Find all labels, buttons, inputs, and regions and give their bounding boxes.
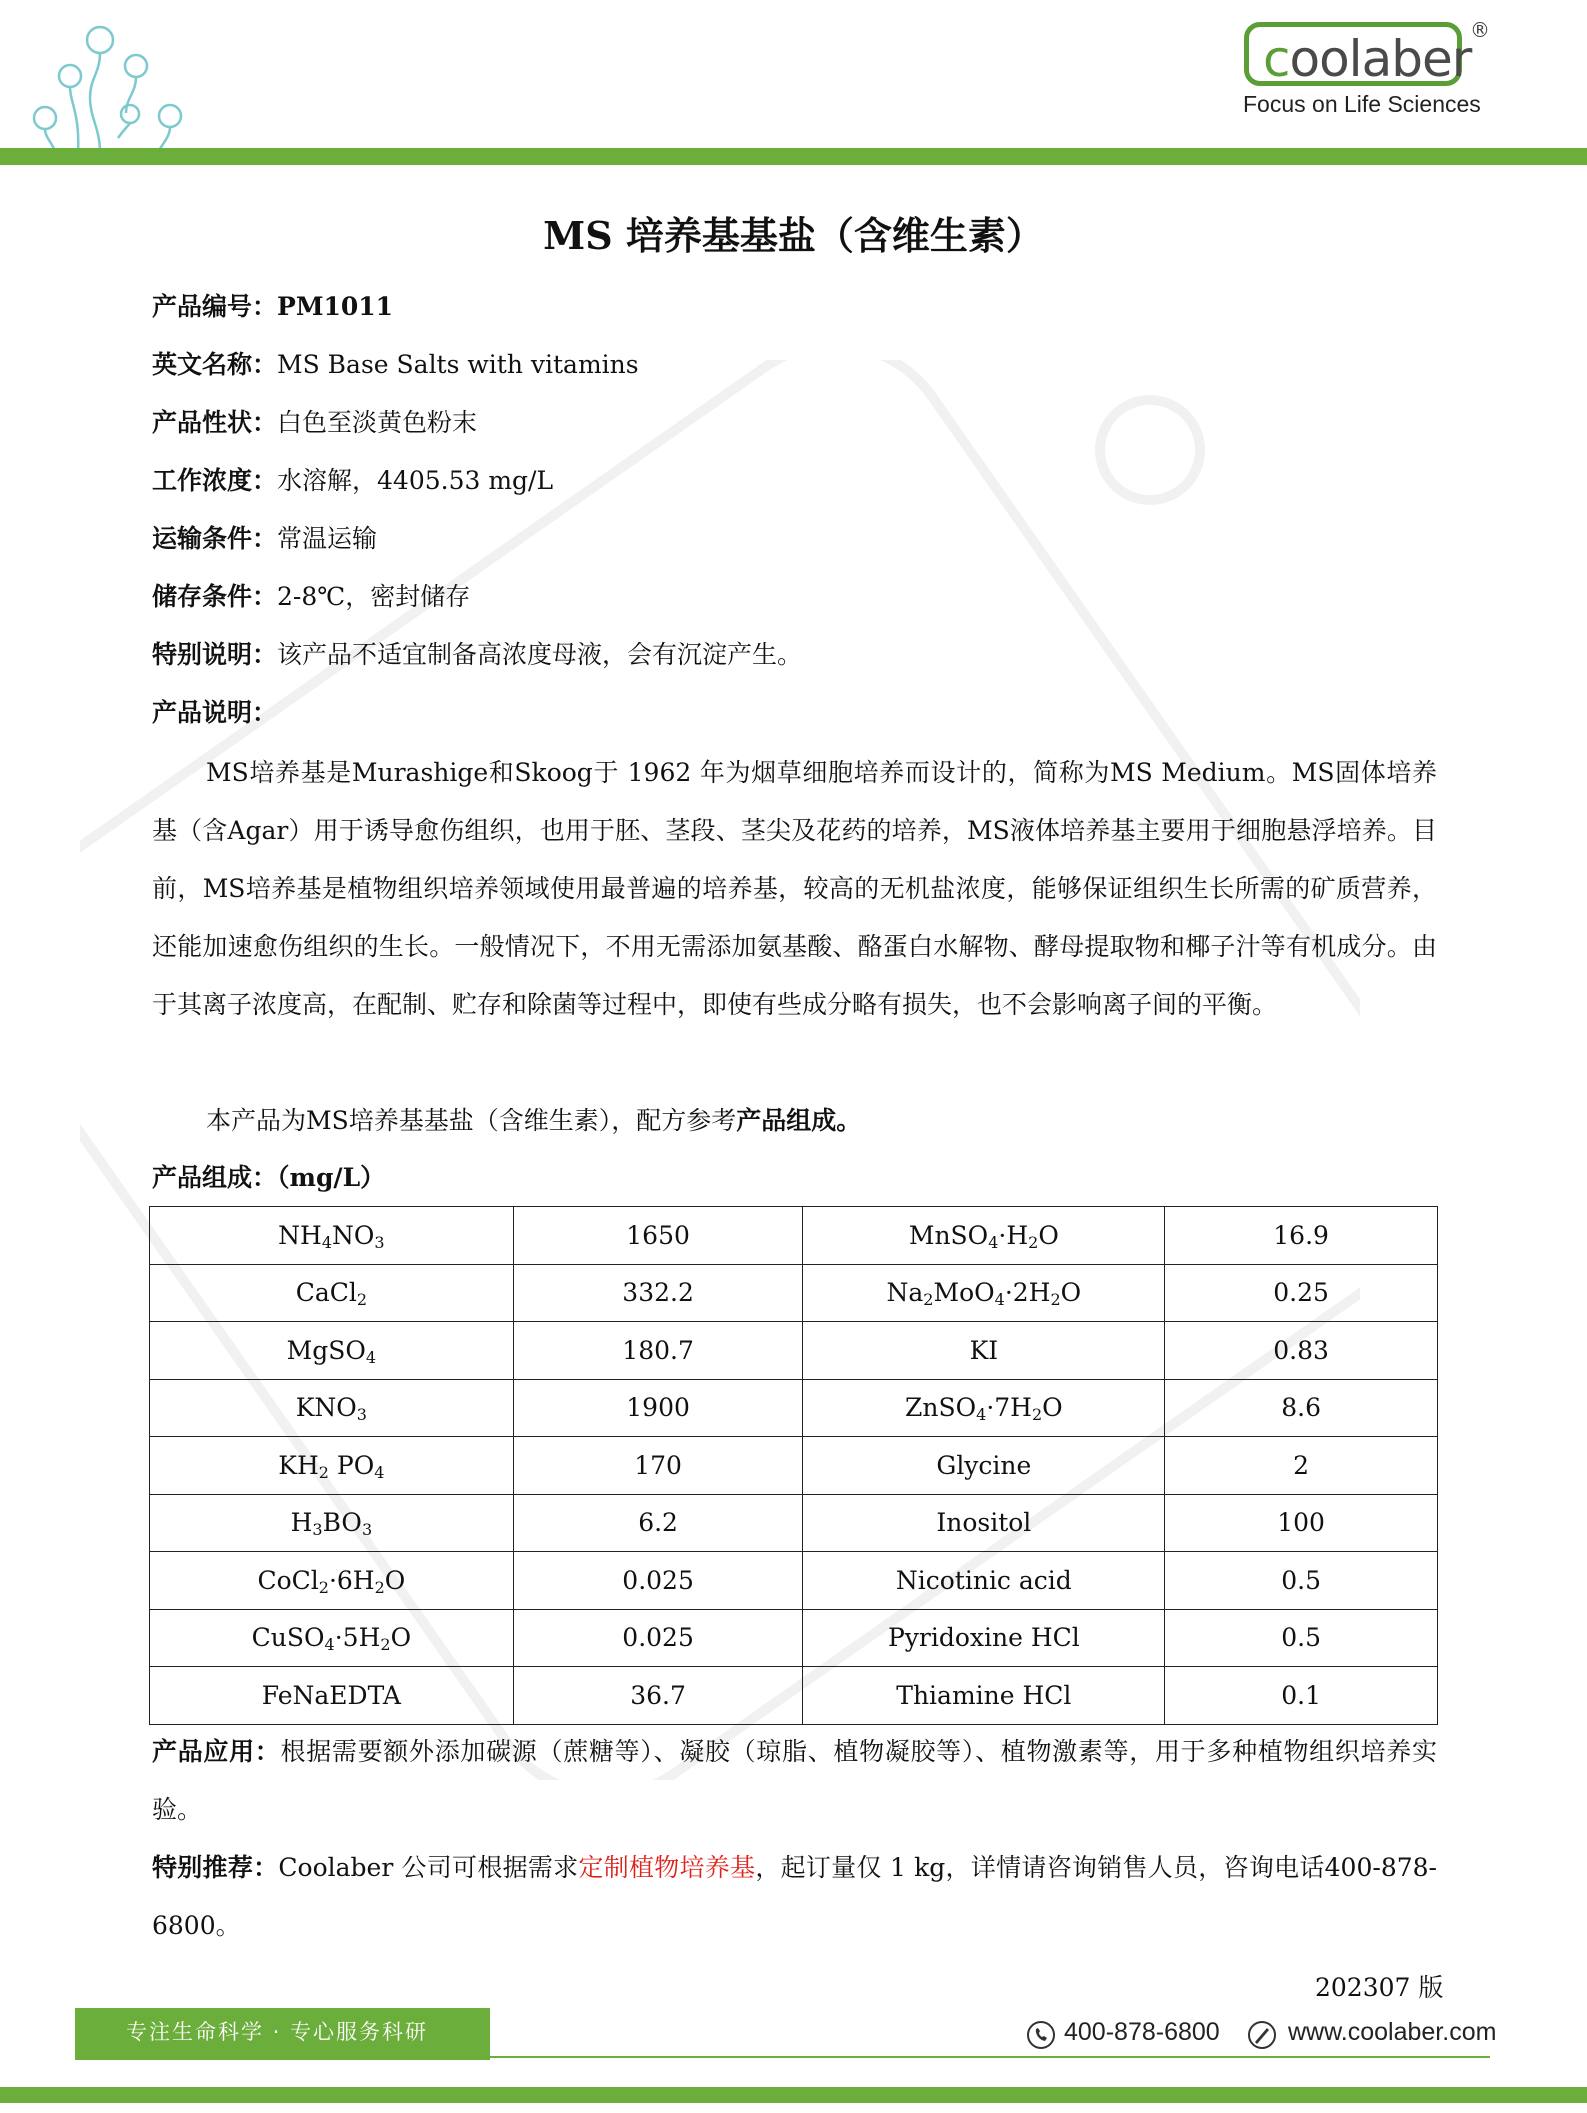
web-icon bbox=[1247, 2020, 1277, 2050]
version-label: 202307 版 bbox=[1315, 1973, 1444, 2002]
component-value-cell: 16.9 bbox=[1165, 1207, 1438, 1265]
concentration-row bbox=[152, 463, 553, 499]
appearance-label: 产品性状： bbox=[152, 408, 278, 437]
component-value-cell: 332.2 bbox=[513, 1264, 803, 1322]
special-note-label: 特别说明： bbox=[152, 640, 278, 669]
component-name-cell: CaCl$_2$ bbox=[150, 1264, 514, 1322]
component-value-cell: 180.7 bbox=[513, 1322, 803, 1380]
component-value-cell: 2 bbox=[1165, 1437, 1438, 1495]
footer-phone[interactable]: 400-878-6800 bbox=[1064, 2018, 1220, 2046]
footer-divider bbox=[490, 2056, 1490, 2058]
component-name-cell: Thiamine HCl bbox=[803, 1667, 1165, 1725]
component-value-cell: 0.5 bbox=[1165, 1609, 1438, 1667]
component-name-cell: $Na_2MoO_4\cdot 2H_2O$ bbox=[803, 1264, 1165, 1322]
table-row bbox=[150, 1609, 1438, 1667]
page-title: MS 培养基基盐（含维生素） bbox=[543, 213, 1044, 258]
component-value-cell: 0.5 bbox=[1165, 1552, 1438, 1610]
product-code-row bbox=[152, 289, 393, 325]
component-value-cell: 0.1 bbox=[1165, 1667, 1438, 1725]
recommend-prefix: Coolaber 公司可根据需求 bbox=[278, 1853, 579, 1882]
header-green-bar bbox=[0, 148, 1587, 165]
custom-medium-link[interactable]: 定制植物培养基 bbox=[578, 1853, 756, 1882]
component-name-cell: KI bbox=[803, 1322, 1165, 1380]
component-value-cell: 0.83 bbox=[1165, 1322, 1438, 1380]
english-name-value: MS Base Salts with vitamins bbox=[277, 350, 639, 379]
shipping-value: 常温运输 bbox=[277, 524, 378, 553]
concentration-label: 工作浓度： bbox=[152, 466, 278, 495]
table-row bbox=[150, 1322, 1438, 1380]
application-label: 产品应用： bbox=[152, 1737, 281, 1766]
description-label: 产品说明： bbox=[152, 698, 278, 727]
application-paragraph bbox=[152, 1723, 1437, 1839]
component-value-cell: 36.7 bbox=[513, 1667, 803, 1725]
component-name-cell: $CuSO_4\cdot 5H_2O$ bbox=[150, 1609, 514, 1667]
formula-reference-bold: 产品组成。 bbox=[736, 1106, 862, 1135]
footer-website[interactable]: www.coolaber.com bbox=[1288, 2018, 1497, 2046]
storage-label: 储存条件： bbox=[152, 582, 278, 611]
recommend-paragraph bbox=[152, 1839, 1437, 1955]
component-name-cell: Pyridoxine HCl bbox=[803, 1609, 1165, 1667]
special-note-row bbox=[152, 637, 802, 673]
table-row bbox=[150, 1207, 1438, 1265]
logo-frame bbox=[1244, 22, 1472, 88]
component-value-cell: 6.2 bbox=[513, 1494, 803, 1552]
description-paragraph bbox=[152, 744, 1437, 1034]
component-name-cell: $H_3BO_3$ bbox=[150, 1494, 514, 1552]
component-name-cell: $KNO_3$ bbox=[150, 1379, 514, 1437]
recommend-label: 特别推荐： bbox=[152, 1853, 279, 1882]
formula-reference-paragraph bbox=[152, 1092, 1437, 1150]
appearance-row bbox=[152, 405, 477, 441]
table-row bbox=[150, 1437, 1438, 1495]
english-name-row bbox=[152, 347, 639, 383]
component-value-cell: 1900 bbox=[513, 1379, 803, 1437]
component-value-cell: 1650 bbox=[513, 1207, 803, 1265]
product-code-label: 产品编号： bbox=[152, 292, 278, 321]
component-name-cell: $MnSO_4\cdot H_2O$ bbox=[803, 1207, 1165, 1265]
coolaber-logo bbox=[1238, 18, 1488, 128]
component-value-cell: 170 bbox=[513, 1437, 803, 1495]
registered-mark: ® bbox=[1470, 18, 1490, 42]
composition-label: 产品组成：（mg/L） bbox=[152, 1163, 386, 1192]
english-name-label: 英文名称： bbox=[152, 350, 278, 379]
concentration-value: 水溶解，4405.53 mg/L bbox=[277, 466, 554, 495]
molecule-decoration-icon bbox=[30, 18, 190, 153]
description-text: MS培养基是Murashige和Skoog于 1962 年为烟草细胞培养而设计的，简称为MS Medium。MS固体培养基（含Agar）用于诱导愈伤组织，也用于胚、茎段、茎尖及花药的培养，MS液体培养基主要用于细胞悬浮培养。目前，MS培养基是植物组织培养领域使用最普遍的培养基，较高的无机盐浓度，能够保证组织生长所需的矿质营养，还能加速愈伤组织的生长。一般情况下，不用无需添加氨基酸、酪蛋白水解物、酵母提取物和椰子汁等有机成分。由于其离子浓度高，在配制、贮存和除菌等过程中，即使有些成分略有损失，也不会影响离子间的平衡。 bbox=[152, 758, 1437, 1019]
table-row bbox=[150, 1264, 1438, 1322]
product-code-value: PM1011 bbox=[277, 292, 394, 321]
formula-reference-text: 本产品为MS培养基基盐（含维生素），配方参考 bbox=[206, 1106, 737, 1135]
component-name-cell: $KH_2$ $PO_4$ bbox=[150, 1437, 514, 1495]
appearance-value: 白色至淡黄色粉末 bbox=[277, 408, 478, 437]
component-name-cell: Nicotinic acid bbox=[803, 1552, 1165, 1610]
phone-icon bbox=[1026, 2020, 1056, 2050]
storage-value: 2-8℃，密封储存 bbox=[277, 582, 471, 611]
recommend-suffix: ，起订量仅 1 kg，详情请咨询销售人员，咨询电话400-878-6800。 bbox=[152, 1853, 1437, 1940]
logo-wordmark: coolaber bbox=[1263, 30, 1472, 88]
component-name-cell: MgSO$_4$ bbox=[150, 1322, 514, 1380]
shipping-label: 运输条件： bbox=[152, 524, 278, 553]
component-name-cell: Inositol bbox=[803, 1494, 1165, 1552]
component-name-cell: $CoCl_2\cdot 6H_2O$ bbox=[150, 1552, 514, 1610]
page-header bbox=[0, 0, 1587, 170]
shipping-row bbox=[152, 521, 377, 557]
description-heading-row bbox=[152, 695, 277, 731]
logo-tagline: Focus on Life Sciences bbox=[1243, 91, 1481, 117]
composition-table bbox=[149, 1206, 1438, 1725]
storage-row bbox=[152, 579, 470, 615]
application-text: 根据需要额外添加碳源（蔗糖等）、凝胶（琼脂、植物凝胶等）、植物激素等，用于多种植物组织培养实验。 bbox=[152, 1737, 1437, 1824]
component-name-cell: $NH_4NO_3$ bbox=[150, 1207, 514, 1265]
footer-slogan: 专注生命科学 · 专心服务科研 bbox=[126, 2020, 429, 2044]
component-name-cell: $ZnSO_4\cdot 7H_2O$ bbox=[803, 1379, 1165, 1437]
special-note-value: 该产品不适宜制备高浓度母液，会有沉淀产生。 bbox=[277, 640, 803, 669]
component-name-cell: FeNaEDTA bbox=[150, 1667, 514, 1725]
table-row bbox=[150, 1552, 1438, 1610]
component-value-cell: 100 bbox=[1165, 1494, 1438, 1552]
table-row bbox=[150, 1667, 1438, 1725]
component-value-cell: 0.25 bbox=[1165, 1264, 1438, 1322]
footer-green-bar bbox=[0, 2087, 1587, 2103]
component-value-cell: 0.025 bbox=[513, 1609, 803, 1667]
component-value-cell: 0.025 bbox=[513, 1552, 803, 1610]
component-name-cell: Glycine bbox=[803, 1437, 1165, 1495]
table-row bbox=[150, 1494, 1438, 1552]
table-row bbox=[150, 1379, 1438, 1437]
component-value-cell: 8.6 bbox=[1165, 1379, 1438, 1437]
